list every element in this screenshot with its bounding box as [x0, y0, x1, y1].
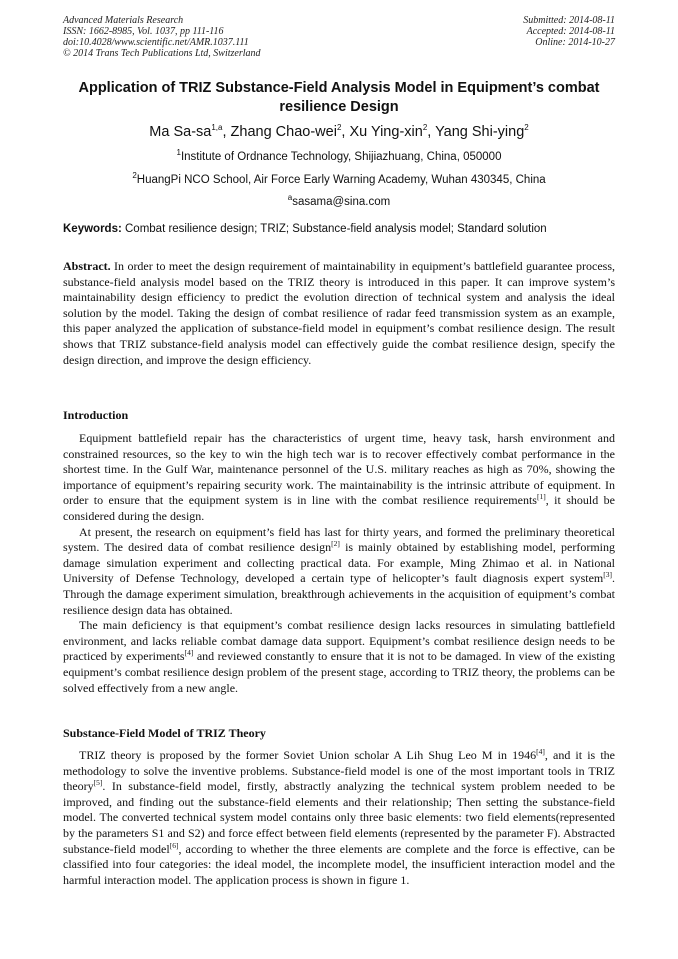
keywords-text: Combat resilience design; TRIZ; Substance-field analysis model; Standard solution: [121, 223, 547, 235]
paragraph-text: , according to whether the three elements are complete and the force is effective, can be classified into four categories: the ideal model, the incomplete model, the insufficient interaction model and the harmful interaction model. The application process is shown in figure 1.: [63, 841, 615, 887]
journal-name: Advanced Materials Research: [63, 15, 184, 26]
paragraph-text: and reviewed constantly to ensure that it is not to be damaged. In view of the existing equipment’s combat resilience design problem of the present stage, according to TRIZ theory, the problems can be solved effectively from a new angle.: [63, 649, 615, 695]
journal-copyright: © 2014 Trans Tech Publications Ltd, Switzerland: [63, 48, 261, 59]
online-date: Online: 2014-10-27: [535, 37, 615, 48]
author-name: Yang Shi-ying: [435, 124, 525, 140]
author-affil-mark: 2: [336, 123, 342, 133]
author-email: [60, 195, 618, 209]
section-title-substance-field: Substance-Field Model of TRIZ Theory: [63, 726, 266, 740]
citation: [3]: [603, 570, 612, 580]
email-mark: a: [287, 193, 293, 203]
paragraph-text: TRIZ theory is proposed by the former Soviet Union scholar A Lih Shug Leo M in 1946: [79, 748, 537, 762]
submitted-date: Submitted: 2014-08-11: [523, 15, 615, 26]
email-text: sasama@sina.com: [292, 196, 391, 208]
author-name: Zhang Chao-wei: [230, 124, 337, 140]
section-introduction: [63, 431, 615, 696]
journal-header-right: [523, 15, 615, 48]
keywords-label: Keywords:: [63, 223, 122, 235]
affiliation-mark: 2: [132, 171, 137, 181]
author-separator: ,: [341, 124, 350, 140]
paragraph-text: . In substance-field model, firstly, abstractly analyzing the technical system problem needed to be improved, and finding out the substance-field elements and their relationship; Then setting the substance-field model. The converted technical system model contains only three basic elements: two field elements(represented by the parameters S1 and S2) and force effect between field elements (represented by the parameter F). Abstracted substance-field model: [63, 779, 615, 856]
abstract: [63, 259, 615, 368]
paragraph-text: , and it is the methodology to solve the inventive problems. Substance-field model is one of the most important tools in TRIZ theory: [63, 748, 615, 794]
affiliation-1: [60, 150, 618, 164]
paragraph-text: The main deficiency is that equipment’s combat resilience design lacks resources in simulating battlefield environment, and lacks reliable combat damage data support. Equipment’s combat resilience design needs to be practiced by experiments: [63, 618, 615, 664]
citation: [1]: [536, 492, 546, 502]
author-separator: ,: [427, 124, 436, 140]
paragraph-text: Equipment battlefield repair has the characteristics of urgent time, heavy task, harsh environment and constrained resources, so the key to win the high tech war is to recover effectively combat performance in the shortest time. In the Gulf War, maintenance personnel of the U.S. military reaches as high as 70%, showing the importance of equipment’s repairing security work. The maintainability is the intrinsic attribute of equipment. In order to ensure that the equipment system is in line with the combat resilience requirements: [63, 431, 615, 508]
affiliation-2: [60, 173, 618, 187]
section-substance-field: [63, 748, 615, 888]
abstract-text: In order to meet the design requirement of maintainability in equipment’s battlefield guarantee process, substance-field analysis model based on the TRIZ theory is introduced in this paper. It can improve system’s maintainability design efficiency to predict the evolution direction of technical system and analysis the ideal solution by the model. Taking the design of combat resilience of radar feed transmission system as an example, this paper analyzed the application of substance-field model in equipment’s combat resilience design. The result shows that TRIZ substance-field analysis model can effectively guide the combat resilience design, specify the design direction, and improve the design efficiency.: [63, 259, 615, 367]
author-name: Xu Ying-xin: [349, 124, 423, 140]
author-name: Ma Sa-sa: [149, 124, 212, 140]
citation: [4]: [184, 648, 194, 658]
author-affil-mark: 1,a: [211, 123, 223, 133]
paragraph-text: . Through the damage experiment simulation, breakthrough achievements in the acquisition of equipment’s combat resilience design data has obtained.: [63, 571, 615, 617]
author-affil-mark: 2: [422, 123, 428, 133]
citation: [5]: [93, 778, 103, 788]
journal-header-left: [63, 15, 261, 59]
author-affil-mark: 2: [524, 123, 529, 133]
citation: [4]: [536, 747, 545, 756]
journal-issn: ISSN: 1662-8985, Vol. 1037, pp 111-116: [63, 26, 224, 37]
journal-doi: doi:10.4028/www.scientific.net/AMR.1037.111: [63, 37, 249, 48]
affiliation-text: Institute of Ordnance Technology, Shijiazhuang, China, 050000: [180, 151, 502, 163]
author-separator: ,: [222, 124, 231, 140]
paragraph-text: is mainly obtained by establishing model, performing damage simulation experiment and collecting practical data. For example, Ming Zhimao et al. in National University of Defense Technology, developed a certain type of helicopter’s fault diagnosis expert system: [63, 540, 615, 586]
paragraph-text: At present, the research on equipment’s field has last for thirty years, and formed the preliminary theoretical system. The desired data of combat resilience design: [63, 524, 615, 555]
citation: [2]: [331, 539, 340, 549]
accepted-date: Accepted: 2014-08-11: [526, 26, 615, 37]
keywords: [63, 222, 615, 236]
paragraph: [63, 748, 615, 888]
paper-title: Application of TRIZ Substance-Field Analysis Model in Equipment’s combat resilience Design: [78, 80, 600, 115]
affiliation-text: HuangPi NCO School, Air Force Early Warning Academy, Wuhan 430345, China: [136, 174, 546, 186]
paragraph: [63, 525, 615, 619]
paragraph: [63, 618, 615, 696]
author-list: [60, 122, 618, 142]
section-title-introduction: Introduction: [63, 408, 129, 422]
abstract-label: Abstract.: [63, 259, 111, 273]
paragraph-text: , it should be considered during the design.: [63, 493, 616, 523]
affiliation-mark: 1: [176, 148, 181, 158]
citation: [6]: [169, 840, 179, 850]
paragraph: [63, 431, 615, 525]
